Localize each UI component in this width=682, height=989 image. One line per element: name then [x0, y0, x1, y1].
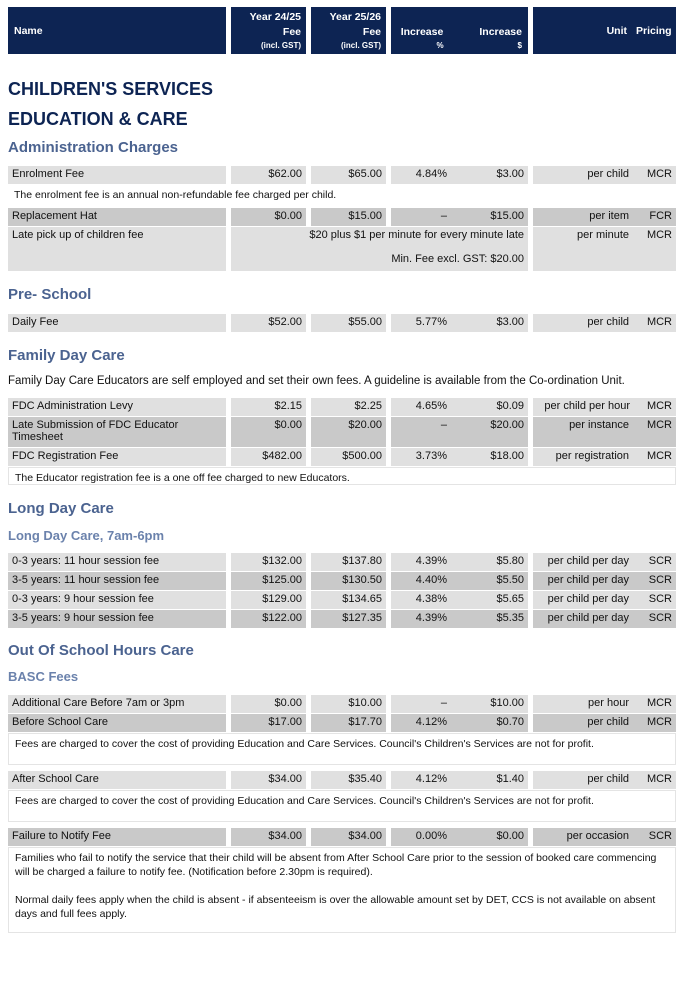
row-ldc-1-fee-2425: $132.00 — [231, 553, 306, 571]
fdc-intro: Family Day Care Educators are self employed and set their own fees. A guideline is available from the Co-ordination Unit. — [8, 375, 625, 387]
row-after-dollar: $1.40 — [453, 771, 528, 789]
header-pricing: Pricing — [633, 7, 676, 54]
note-fdc-registration: The Educator registration fee is a one off fee charged to new Educators. — [8, 467, 676, 485]
row-notify-fee-2526: $34.00 — [311, 828, 386, 846]
row-daily-unit: per child — [533, 314, 633, 332]
note-failure-to-notify-text-2: Normal daily fees apply when the child is absent - if absenteeism is over the allowable amount set by DET, CCS is not available on absent days and full fees apply. — [15, 894, 656, 920]
subsection-long-day-care-hours: Long Day Care, 7am-6pm — [8, 528, 165, 543]
row-fdc-late-unit: per instance — [533, 417, 633, 447]
row-notify-pct: 0.00% — [391, 828, 453, 846]
row-ldc-2-dollar: $5.50 — [453, 572, 528, 590]
row-notify-name: Failure to Notify Fee — [8, 828, 226, 846]
note-after-school: Fees are charged to cover the cost of providing Education and Care Services. Council's Children's Services are not for profit. — [8, 790, 676, 822]
row-ldc-1-pricing: SCR — [633, 553, 676, 571]
row-addcare-pct: – — [391, 695, 453, 713]
row-daily-pricing: MCR — [633, 314, 676, 332]
row-notify-fee-2425: $34.00 — [231, 828, 306, 846]
row-late-pickup-name: Late pick up of children fee — [8, 227, 226, 271]
header-unit: Unit — [533, 7, 633, 54]
row-late-pickup-pricing: MCR — [633, 227, 676, 271]
row-fdc-admin-dollar: $0.09 — [453, 398, 528, 416]
row-ldc-4-unit: per child per day — [533, 610, 633, 628]
row-after-pct: 4.12% — [391, 771, 453, 789]
row-ldc-1-pct: 4.39% — [391, 553, 453, 571]
row-ldc-2-fee-2425: $125.00 — [231, 572, 306, 590]
row-ldc-4-dollar: $5.35 — [453, 610, 528, 628]
row-before-fee-2425: $17.00 — [231, 714, 306, 732]
row-ldc-3-fee-2526: $134.65 — [311, 591, 386, 609]
row-hat-dollar: $15.00 — [453, 208, 528, 226]
row-fdc-late-dollar: $20.00 — [453, 417, 528, 447]
header-increase-dollar: Increase $ — [453, 7, 528, 54]
row-addcare-name: Additional Care Before 7am or 3pm — [8, 695, 226, 713]
header-name-cell — [8, 7, 226, 54]
row-ldc-3-dollar: $5.65 — [453, 591, 528, 609]
row-ldc-2-pct: 4.40% — [391, 572, 453, 590]
row-after-fee-2526: $35.40 — [311, 771, 386, 789]
row-fdc-late-pricing: MCR — [633, 417, 676, 447]
row-fdc-admin-pricing: MCR — [633, 398, 676, 416]
row-fdc-admin-fee-2526: $2.25 — [311, 398, 386, 416]
section-administration-charges: Administration Charges — [8, 139, 179, 156]
row-enrolment-name: Enrolment Fee — [8, 166, 226, 184]
row-ldc-4-fee-2425: $122.00 — [231, 610, 306, 628]
section-pre-school: Pre- School — [8, 286, 92, 303]
row-enrolment-pct: 4.84% — [391, 166, 453, 184]
row-addcare-unit: per hour — [533, 695, 633, 713]
row-fdc-late-name: Late Submission of FDC Educator Timesheet — [8, 417, 226, 447]
row-before-pct: 4.12% — [391, 714, 453, 732]
row-addcare-fee-2425: $0.00 — [231, 695, 306, 713]
header-fee-2425: Year 24/25 Fee (incl. GST) — [231, 7, 306, 54]
row-ldc-4-pricing: SCR — [633, 610, 676, 628]
note-failure-to-notify-text-1: Families who fail to notify the service that their child will be absent from After School Care prior to the session of booked care commencing will be charged a failure to notify fee. (Notification before 2.30pm is required). — [15, 852, 657, 878]
row-addcare-dollar: $10.00 — [453, 695, 528, 713]
row-after-name: After School Care — [8, 771, 226, 789]
row-hat-pct: – — [391, 208, 453, 226]
row-addcare-fee-2526: $10.00 — [311, 695, 386, 713]
row-fdc-reg-fee-2526: $500.00 — [311, 448, 386, 466]
note-before-school: Fees are charged to cover the cost of providing Education and Care Services. Council's Children's Services are not for profit. — [8, 733, 676, 765]
row-before-name: Before School Care — [8, 714, 226, 732]
row-hat-name: Replacement Hat — [8, 208, 226, 226]
row-hat-unit: per item — [533, 208, 633, 226]
row-fdc-reg-unit: per registration — [533, 448, 633, 466]
row-notify-unit: per occasion — [533, 828, 633, 846]
row-before-dollar: $0.70 — [453, 714, 528, 732]
row-fdc-reg-pricing: MCR — [633, 448, 676, 466]
row-ldc-2-fee-2526: $130.50 — [311, 572, 386, 590]
row-hat-fee-2526: $15.00 — [311, 208, 386, 226]
row-fdc-admin-pct: 4.65% — [391, 398, 453, 416]
section-oshc: Out Of School Hours Care — [8, 642, 194, 659]
row-daily-fee-2526: $55.00 — [311, 314, 386, 332]
row-fdc-reg-name: FDC Registration Fee — [8, 448, 226, 466]
row-before-fee-2526: $17.70 — [311, 714, 386, 732]
row-ldc-4-pct: 4.39% — [391, 610, 453, 628]
header-name: Name — [14, 25, 43, 37]
row-fdc-late-pct: – — [391, 417, 453, 447]
row-enrolment-pricing: MCR — [633, 166, 676, 184]
row-fdc-admin-name: FDC Administration Levy — [8, 398, 226, 416]
subsection-basc-fees: BASC Fees — [8, 669, 79, 684]
row-late-pickup-unit: per minute — [533, 227, 633, 271]
row-ldc-1-dollar: $5.80 — [453, 553, 528, 571]
row-before-unit: per child — [533, 714, 633, 732]
row-before-pricing: MCR — [633, 714, 676, 732]
row-hat-fee-2425: $0.00 — [231, 208, 306, 226]
row-ldc-1-unit: per child per day — [533, 553, 633, 571]
section-family-day-care: Family Day Care — [8, 347, 125, 364]
row-ldc-3-unit: per child per day — [533, 591, 633, 609]
row-ldc-2-unit: per child per day — [533, 572, 633, 590]
row-ldc-2-name: 3-5 years: 11 hour session fee — [8, 572, 226, 590]
row-enrolment-dollar: $3.00 — [453, 166, 528, 184]
row-fdc-reg-pct: 3.73% — [391, 448, 453, 466]
row-daily-fee-2425: $52.00 — [231, 314, 306, 332]
row-ldc-2-pricing: SCR — [633, 572, 676, 590]
row-ldc-3-fee-2425: $129.00 — [231, 591, 306, 609]
row-ldc-1-fee-2526: $137.80 — [311, 553, 386, 571]
note-enrolment: The enrolment fee is an annual non-refundable fee charged per child. — [8, 185, 676, 204]
row-after-pricing: MCR — [633, 771, 676, 789]
row-fdc-reg-dollar: $18.00 — [453, 448, 528, 466]
row-enrolment-unit: per child — [533, 166, 633, 184]
row-notify-dollar: $0.00 — [453, 828, 528, 846]
row-ldc-1-name: 0-3 years: 11 hour session fee — [8, 553, 226, 571]
row-notify-pricing: SCR — [633, 828, 676, 846]
section-childrens-services: CHILDREN'S SERVICES — [8, 79, 213, 99]
row-fdc-admin-unit: per child per hour — [533, 398, 633, 416]
row-enrolment-fee-2425: $62.00 — [231, 166, 306, 184]
note-failure-to-notify — [8, 847, 676, 933]
row-after-unit: per child — [533, 771, 633, 789]
section-education-care: EDUCATION & CARE — [8, 109, 188, 129]
row-ldc-3-pricing: SCR — [633, 591, 676, 609]
row-enrolment-fee-2526: $65.00 — [311, 166, 386, 184]
section-long-day-care: Long Day Care — [8, 500, 114, 517]
row-ldc-3-name: 0-3 years: 9 hour session fee — [8, 591, 226, 609]
header-fee-2526: Year 25/26 Fee (incl. GST) — [311, 7, 386, 54]
row-daily-pct: 5.77% — [391, 314, 453, 332]
row-daily-dollar: $3.00 — [453, 314, 528, 332]
row-late-pickup-min-fee: Min. Fee excl. GST: $20.00 — [391, 253, 524, 265]
row-ldc-3-pct: 4.38% — [391, 591, 453, 609]
row-daily-name: Daily Fee — [8, 314, 226, 332]
row-after-fee-2425: $34.00 — [231, 771, 306, 789]
row-fdc-reg-fee-2425: $482.00 — [231, 448, 306, 466]
row-ldc-4-fee-2526: $127.35 — [311, 610, 386, 628]
row-late-pickup-fee-text: $20 plus $1 per minute for every minute late Min. Fee excl. GST: $20.00 — [231, 227, 528, 271]
header-increase-pct: Increase % — [391, 7, 453, 54]
row-fdc-late-fee-2425: $0.00 — [231, 417, 306, 447]
row-fdc-late-fee-2526: $20.00 — [311, 417, 386, 447]
row-ldc-4-name: 3-5 years: 9 hour session fee — [8, 610, 226, 628]
row-addcare-pricing: MCR — [633, 695, 676, 713]
row-fdc-admin-fee-2425: $2.15 — [231, 398, 306, 416]
row-hat-pricing: FCR — [633, 208, 676, 226]
